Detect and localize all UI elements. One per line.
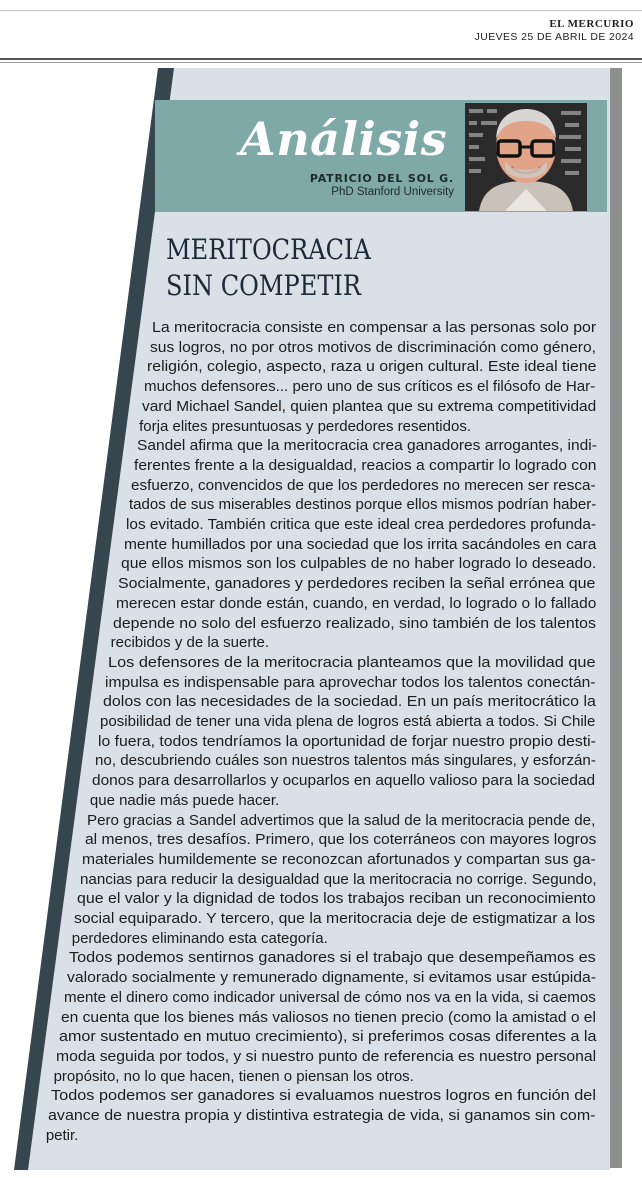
body-line: valorado socialmente y remunerado dignamente, si evitamos usar estúpida- [66, 969, 596, 987]
body-line: La meritocracia consiste en compensar a las personas solo por [152, 319, 597, 336]
body-line: en cuenta que los bienes más valiosos no tienen precio (como la amistad o el [61, 1008, 597, 1026]
body-line: propósito, no lo que hacen, tienen o piensan los otros. [53, 1067, 414, 1085]
body-line: recibidos y de la suerte. [110, 634, 270, 652]
body-line: mente humillados por una sociedad que los irrita sacándoles en cara [123, 535, 596, 553]
body-line: religión, colegio, aspecto, raza u origen cultural. Este ideal tiene [146, 358, 597, 376]
body-line: Sandel afirma que la meritocracia crea ganadores arrogantes, indi- [136, 437, 597, 455]
body-line: depende no solo del esfuerzo realizado, sino también de los talentos [113, 614, 597, 632]
body-line: no, descubriendo cuáles son nuestros talentos más singulares, y esforzán- [95, 752, 596, 770]
body-line: tados de sus miserables destinos porque ellos mismos podrían haber- [128, 496, 597, 514]
body-line: impulsa es indispensable para aprovechar todos los talentos conectán- [105, 673, 596, 691]
section-title: Análisis [240, 112, 448, 166]
body-line: los evitado. También critica que este ideal crea perdedores profunda- [126, 516, 597, 533]
body-line: ferentes frente a la desigualdad, reacios a compartir lo logrado con [133, 456, 597, 474]
author-block [310, 172, 454, 198]
headline-line-2: SIN COMPETIR [166, 269, 362, 302]
body-line: amor sustentado en mutuo crecimiento), si preferimos cosas diferentes a la [58, 1028, 597, 1046]
publication-name: EL MERCURIO [549, 18, 634, 30]
body-line: Todos podemos sentirnos ganadores si el trabajo que desempeñamos es [69, 949, 596, 967]
author-portrait-icon [465, 103, 587, 211]
body-line: que nadie más puede hacer. [89, 791, 280, 809]
author-affiliation: PhD Stanford University [331, 186, 454, 198]
body-line: dolos con las necesidades de la sociedad. En un país meritocrático la [102, 693, 596, 711]
body-line: que el valor y la dignidad de todos los trabajos reciban un reconocimiento [76, 890, 596, 908]
body-line: petir. [45, 1126, 79, 1144]
body-line: moda seguida por todos, y si nuestro punto de referencia es nuestro personal [56, 1047, 597, 1065]
body-line: Todos podemos ser ganadores si evaluamos nuestros logros en función del [51, 1087, 596, 1105]
body-line: donos para desarrollarlos y ocuparlos en aquello valioso para la sociedad [92, 772, 596, 790]
body-line: sus logros, no por otros motivos de discriminación como género, [149, 338, 596, 356]
body-line: merecen estar donde están, cuando, en verdad, lo logrado o lo fallado [115, 594, 597, 612]
body-line: muchos defensores... pero uno de sus críticos es el filósofo de Har- [144, 378, 596, 396]
body-line: posibilidad de tener una vida plena de logros está abierta a todos. Si Chile [100, 713, 596, 730]
body-line: al menos, tres desafíos. Primero, que los coterráneos con mayores logros [84, 831, 597, 849]
body-line: materiales humildemente se reconozcan afortunados y compartan sus ga- [82, 850, 596, 868]
body-line: forja elites presuntuosas y perdedores resentidos. [139, 417, 471, 435]
body-line: avance de nuestra propia y distintiva estrategia de vida, si ganamos sin com- [48, 1107, 596, 1124]
headline-line-1: MERITOCRACIA [166, 233, 371, 266]
body-line: lo fuera, todos tendríamos la oportunidad de forjar nuestro propio desti- [97, 732, 596, 750]
body-line: mente el dinero como indicador universal de cómo nos va en la vida, si caemos [63, 988, 596, 1006]
body-line: Los defensores de la meritocracia planteamos que la movilidad que [108, 653, 596, 671]
body-line: esfuerzo, convencidos de que los perdedores no merecen ser resca- [131, 476, 596, 494]
body-line: social equiparado. Y tercero, que la meritocracia deje de estigmatizar a los [74, 910, 596, 927]
body-line: que ellos mismos son los culpables de no haber logrado lo deseado. [121, 555, 597, 573]
author-name: PATRICIO DEL SOL G. [309, 172, 454, 185]
body-line: vard Michael Sandel, quien plantea que su extrema competitividad [141, 397, 596, 415]
publication-date: JUEVES 25 DE ABRIL DE 2024 [474, 31, 634, 43]
article-headline [166, 232, 371, 304]
body-line: nancias para reducir la desigualdad que la meritocracia no corrige. Segundo, [79, 870, 597, 888]
body-line: perdedores eliminando esta categoría. [71, 929, 328, 947]
body-line: Pero gracias a Sandel advertimos que la salud de la meritocracia pende de, [87, 811, 596, 829]
body-line: Socialmente, ganadores y perdedores reciben la señal errónea que [118, 575, 596, 593]
